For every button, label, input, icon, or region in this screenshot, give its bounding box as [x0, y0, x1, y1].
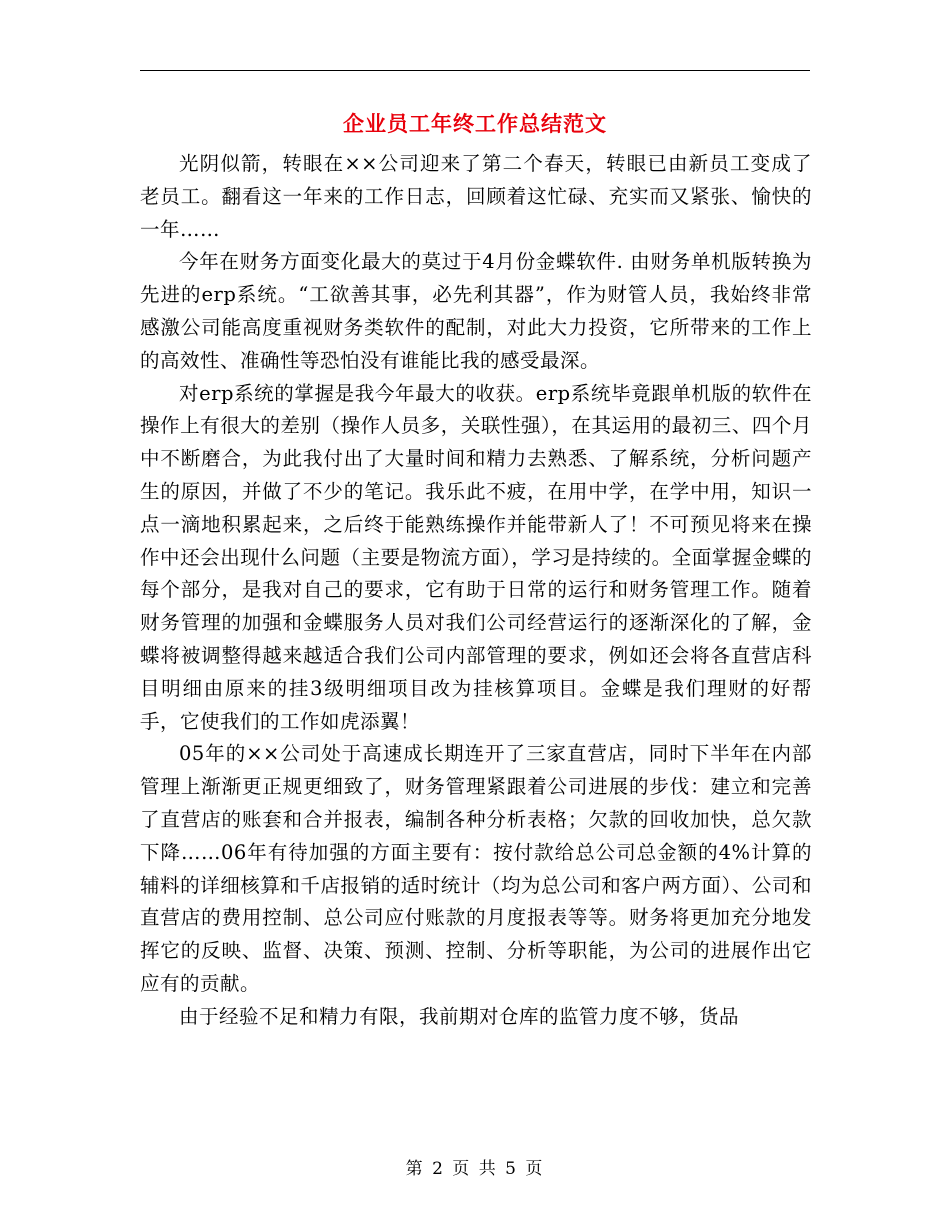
paragraph-1: 光阴似箭，转眼在××公司迎来了第二个春天，转眼已由新员工变成了老员工。翻看这一年来的工作日志，回顾着这忙碌、充实而又紧张、愉快的一年…… [140, 152, 812, 241]
header-rule [140, 70, 810, 71]
page-footer [0, 1154, 950, 1179]
paragraph-4: 05年的××公司处于高速成长期连开了三家直营店，同时下半年在内部管理上渐渐更正规更细致了，财务管理紧跟着公司进展的步伐：建立和完善了直营店的账套和合并报表，编制各种分析表格；欠款的回收加快，总欠款下降……06年有待加强的方面主要有：按付款给总公司总金额的4%计算的辅料的详细核算和千店报销的适时统计（均为总公司和客户两方面）、公司和直营店的费用控制、总公司应付账款的月度报表等等。财务将更加充分地发挥它的反映、监督、决策、预测、控制、分析等职能，为公司的进展作出它应有的贡献。 [140, 742, 812, 995]
document-title: 企业员工年终工作总结范文 [343, 112, 607, 136]
paragraph-2: 今年在财务方面变化最大的莫过于4月份金蝶软件. 由财务单机版转换为先进的erp系统。“工欲善其事，必先利其器”，作为财管人员，我始终非常感激公司能高度重视财务类软件的配制，对此大力投资，它所带来的工作上的高效性、准确性等恐怕没有谁能比我的感受最深。 [140, 250, 812, 372]
paragraph-3: 对erp系统的掌握是我今年最大的收获。erp系统毕竟跟单机版的软件在操作上有很大的差别（操作人员多，关联性强），在其运用的最初三、四个月中不断磨合，为此我付出了大量时间和精力去熟悉、了解系统，分析问题产生的原因，并做了不少的笔记。我乐此不疲，在用中学，在学中用，知识一点一滴地积累起来，之后终于能熟练操作并能带新人了！不可预见将来在操作中还会出现什么问题（主要是物流方面），学习是持续的。全面掌握金蝶的每个部分，是我对自己的要求，它有助于日常的运行和财务管理工作。随着财务管理的加强和金蝶服务人员对我们公司经营运行的逐渐深化的了解，金蝶将被调整得越来越适合我们公司内部管理的要求，例如还会将各直营店科目明细由原来的挂3级明细项目改为挂核算项目。金蝶是我们理财的好帮手，它使我们的工作如虎添翼！ [140, 381, 812, 733]
document-body [140, 148, 812, 1034]
paragraph-5: 由于经验不足和精力有限，我前期对仓库的监管力度不够，货品 [179, 1004, 740, 1028]
page-number: 第 2 页 共 5 页 [405, 1159, 545, 1179]
